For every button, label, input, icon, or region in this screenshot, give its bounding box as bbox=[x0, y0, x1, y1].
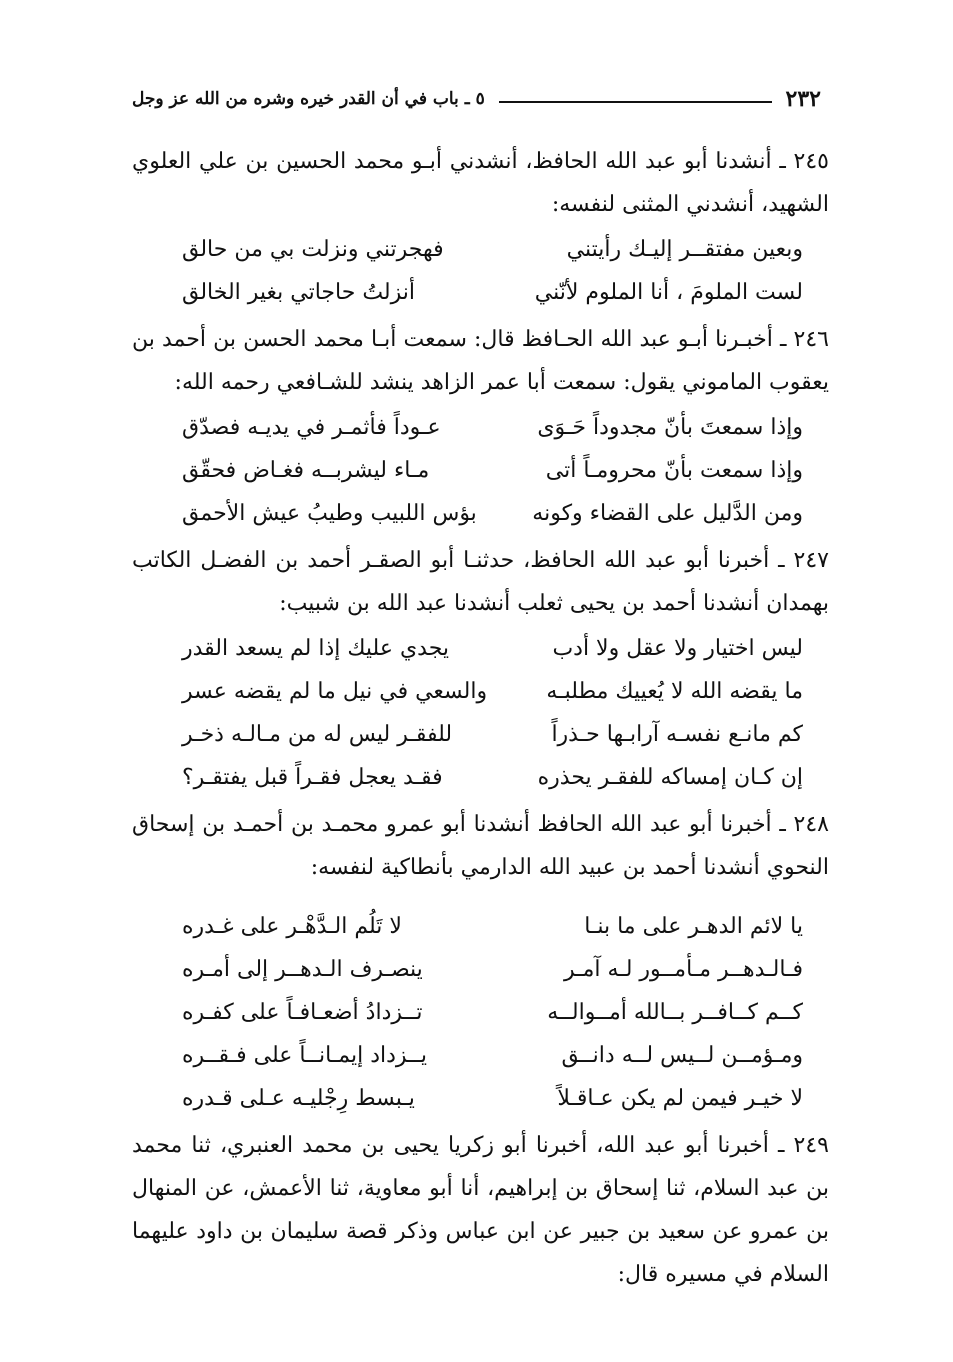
verse-line bbox=[182, 948, 803, 991]
second-hemistich: لا تَلُم الـدَّهْـر على غـدره bbox=[182, 914, 402, 939]
hadith-paragraph: ٢٤٨ ـ أخبرنا أبو عبد الله الحافظ أنشدنا أبو عمرو محمـد بن أحمـد بن إسحاق النحوي أنشدنا أحمد بن عبيد الله الدارمي بأنطاكية لنفسه: bbox=[132, 812, 829, 880]
second-hemistich: مـاء ليشربــه فغـاض فحقّق bbox=[182, 458, 430, 483]
second-hemistich: عـوداً فأثمـر في يديـه فصدّق bbox=[182, 415, 441, 440]
verse-line bbox=[182, 228, 803, 271]
hadith-paragraph: ٢٤٧ ـ أخبرنا أبو عبد الله الحافظ، حدثنـا أبو الصقـر أحمد بن الفضـل الكاتب بهمدان أنشدنا أحمد بن يحيى ثعلب أنشدنا عبد الله بن شبيب: bbox=[132, 548, 829, 616]
hadith-paragraph: ٢٤٩ ـ أخبرنا أبو عبد الله، أخبرنا أبو زكريا يحيى بن محمد العنبري، ثنا محمد بن عبد السلام، ثنا إسحاق بن إبراهيم، أنا أبو معاوية، ثنا الأعمش، عن المنهال بن عمرو عن سعيد بن جبير عن ابن عباس وذكر قصة سليمان بن داود عليهما السلام في مسيره قال: bbox=[132, 1133, 829, 1287]
verse-line bbox=[182, 756, 803, 799]
page-header bbox=[132, 82, 821, 116]
first-hemistich: ومن الدَّليل على القضاء وكونه bbox=[532, 501, 803, 526]
second-hemistich: بؤس اللبيب وطيبُ عيش الأحمق bbox=[182, 501, 477, 526]
header-rule bbox=[499, 101, 772, 103]
second-hemistich: فقـد يعجل فقـراً قبل يفتقـر؟ bbox=[182, 765, 443, 790]
verse-line bbox=[182, 1034, 803, 1077]
second-hemistich: تــزدادُ أضعـافـاً على كفـره bbox=[182, 1000, 423, 1025]
first-hemistich: إن كـان إمساكه للفقـر يحذره bbox=[537, 765, 803, 790]
first-hemistich: يا لائم الدهـر على ما بنـا bbox=[584, 914, 803, 939]
first-hemistich: وإذا سمعتَ بأنّ مجدوداً حَـوَى bbox=[537, 415, 803, 440]
first-hemistich: ما يقضه الله لا يُعييك مطلبـه bbox=[546, 679, 803, 704]
verse-line bbox=[182, 991, 803, 1034]
verse-line bbox=[182, 905, 803, 948]
verse-line bbox=[182, 449, 803, 492]
second-hemistich: أنزلتُ حاجاتي بغير الخالق bbox=[182, 280, 416, 305]
first-hemistich: وإذا سمعت بأنّ محرومـاً أتى bbox=[545, 458, 803, 483]
first-hemistich: لا خيـر فيمن لم يكن عـاقـلاً bbox=[557, 1086, 803, 1111]
page-body bbox=[132, 140, 829, 1296]
first-hemistich: كــم كــافــر بــالله أمــوالــه bbox=[547, 1000, 803, 1025]
second-hemistich: يـبسط رِجْليـه عـلى قـدره bbox=[182, 1086, 415, 1111]
page-number: ٢٣٢ bbox=[785, 86, 821, 112]
verse-line bbox=[182, 627, 803, 670]
first-hemistich: ليس اختيار ولا عقل ولا أدب bbox=[552, 636, 803, 661]
verse-line bbox=[182, 670, 803, 713]
verse-line bbox=[182, 406, 803, 449]
first-hemistich: كم مانـع نفسـه آرابـها حـذراً bbox=[551, 722, 803, 747]
first-hemistich: فـالـدهــر مـأمــور لـه آمـر bbox=[564, 957, 803, 982]
first-hemistich: وبعين مفتقــر إليـك رأيتني bbox=[566, 237, 803, 262]
poem-verses bbox=[182, 406, 803, 535]
second-hemistich: ينصـرف الـدهــر إلى أمـره bbox=[182, 957, 423, 982]
first-hemistich: لست الملومَ ، أنا الملوم لأنّني bbox=[534, 280, 803, 305]
verse-line bbox=[182, 713, 803, 756]
first-hemistich: ومـؤمــن لــيس لــه دانــق bbox=[561, 1043, 803, 1068]
poem-verses bbox=[182, 905, 803, 1120]
second-hemistich: فهجرتني ونزلت بي من حالق bbox=[182, 237, 444, 262]
hadith-paragraph: ٢٤٥ ـ أنشدنا أبو عبد الله الحافظ، أنشدني أبـو محمد الحسين بن علي العلوي الشهيد، أنشدني المثنى لنفسه: bbox=[132, 149, 829, 217]
chapter-title: ٥ ـ باب في أن القدر خيره وشره من الله عز وجل bbox=[132, 89, 485, 109]
second-hemistich: يــزداد إيمـانــاً على فـقــره bbox=[182, 1043, 428, 1068]
poem-verses bbox=[182, 228, 803, 314]
second-hemistich: للفقـر ليس له من مـالـه ذخـر bbox=[182, 722, 453, 747]
verse-line bbox=[182, 271, 803, 314]
spacer bbox=[132, 889, 829, 903]
hadith-paragraph: ٢٤٦ ـ أخبـرنا أبـو عبد الله الحـافظ قال: سمعت أبـا محمد الحسن بن أحمد بن يعقوب الماموني يقول: سمعت أبا عمر الزاهد ينشد للشـافعي رحمه الله: bbox=[132, 327, 829, 395]
poem-verses bbox=[182, 627, 803, 799]
second-hemistich: يجدي عليك إذا لم يسعد القدر bbox=[182, 636, 450, 661]
verse-line bbox=[182, 492, 803, 535]
second-hemistich: والسعي في نيل ما لم يقضه عسر bbox=[182, 679, 488, 704]
verse-line bbox=[182, 1077, 803, 1120]
